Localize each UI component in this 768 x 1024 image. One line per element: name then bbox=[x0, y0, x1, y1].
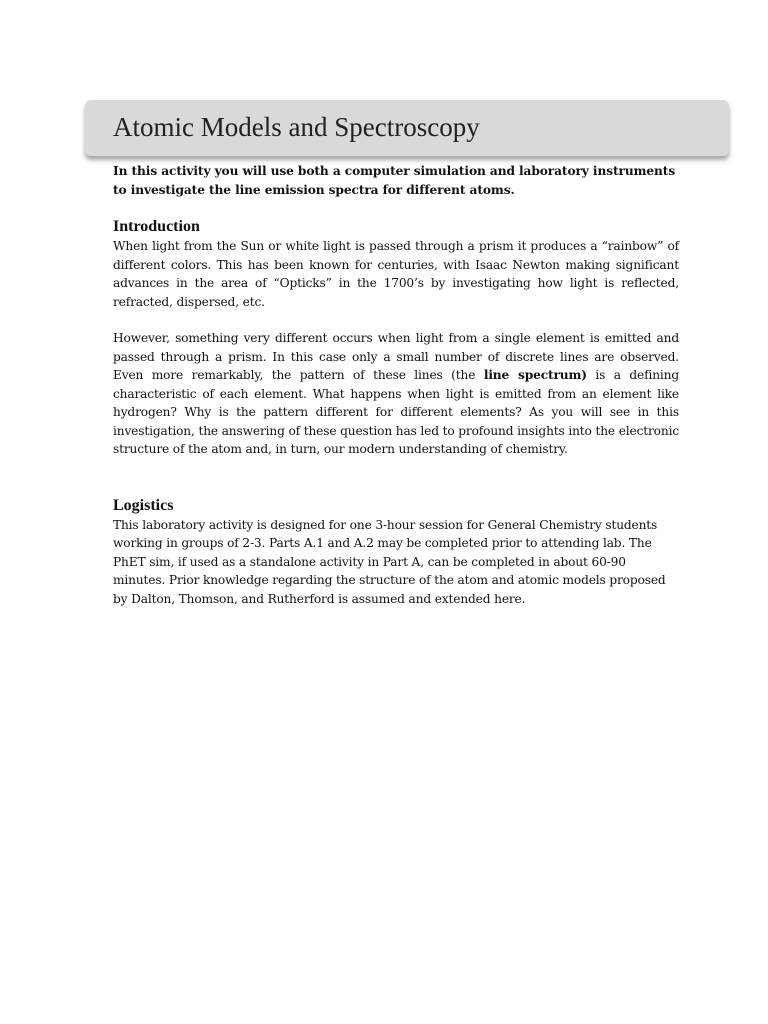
document-body bbox=[113, 162, 679, 608]
line-spectrum-term: line spectrum) bbox=[483, 368, 587, 382]
introduction-paragraph-2 bbox=[113, 329, 679, 459]
lead-paragraph: In this activity you will use both a computer simulation and laboratory instruments to investigate the line emission spectra for different atoms. bbox=[113, 164, 676, 197]
introduction-paragraph-1: When light from the Sun or white light is passed through a prism it produces a “rainbow” of different colors. This has been known for centuries, with Isaac Newton making significant advances in the area of “Opticks” in the 1700’s by investigating how light is reflected, refracted, dispersed, etc. bbox=[113, 239, 679, 309]
page-title: Atomic Models and Spectroscopy bbox=[113, 112, 480, 142]
para2-text-after: is a defining characteristic of each element. What happens when light is emitted from an element like hydrogen? Why is the pattern different for different elements? As you will see in this investigation, the answering of these question has led to profound insights into the electronic structure of the atom and, in turn, our modern understanding of chemistry. bbox=[113, 368, 680, 456]
introduction-heading: Introduction bbox=[113, 218, 200, 235]
logistics-paragraph: This laboratory activity is designed for one 3-hour session for General Chemistry students working in groups of 2-3. Parts A.1 and A.2 may be completed prior to attending lab. The PhET sim, if used as a standalone activity in Part A, can be completed in about 60-90 minutes. Prior knowledge regarding the structure of the atom and atomic models proposed by Dalton, Thomson, and Rutherford is assumed and extended here. bbox=[113, 517, 666, 606]
para2-text-before: However, something very different occurs when light from a single element is emitted and passed through a prism. In this case only a small number of discrete lines are observed. Even more remarkably, the pattern of these lines (the bbox=[113, 331, 679, 382]
logistics-heading: Logistics bbox=[113, 496, 174, 514]
title-banner bbox=[85, 100, 729, 156]
